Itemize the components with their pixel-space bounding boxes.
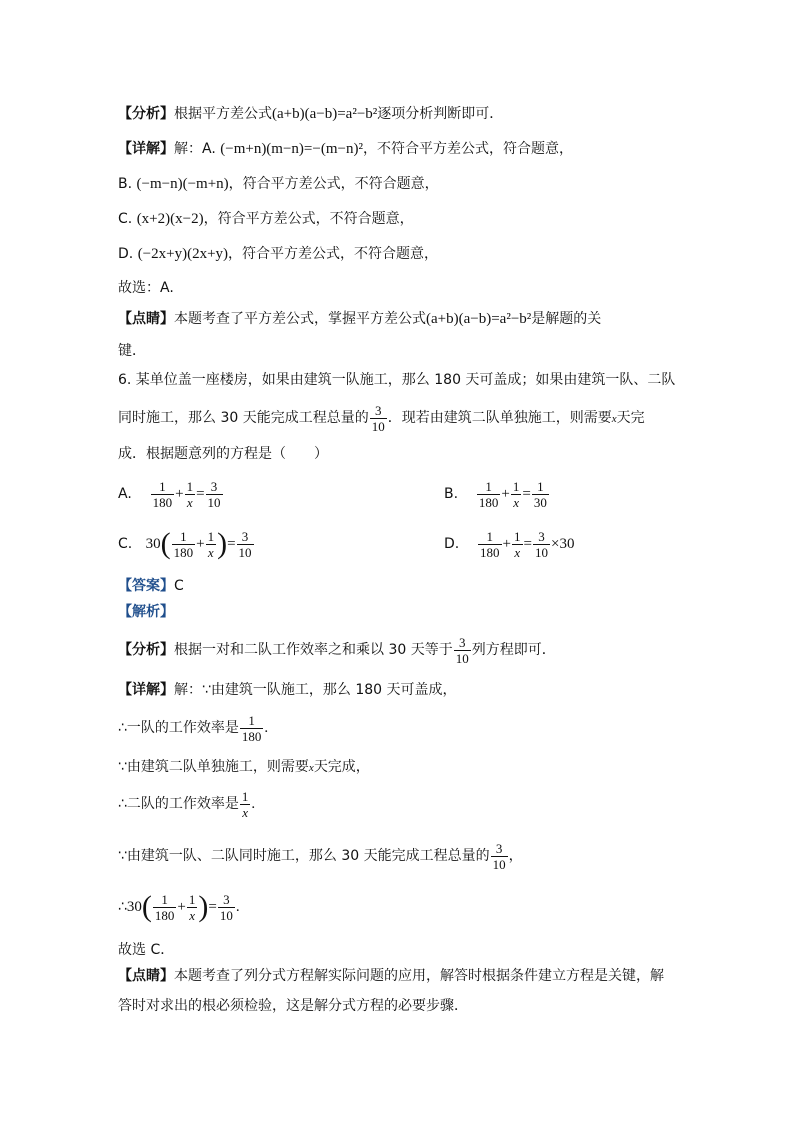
formula: (a+b)(a−b)=a²−b²: [426, 311, 532, 327]
detail-line: [118, 139, 573, 159]
variable-x: x: [611, 413, 617, 425]
numerator: 1: [478, 529, 502, 545]
equals-sign: =: [523, 536, 532, 552]
denominator: 30: [533, 494, 547, 510]
numerator: 1: [207, 528, 215, 544]
analysis-text: 列方程即可．: [471, 642, 556, 658]
denominator: 180: [154, 907, 175, 923]
numerator: 3: [491, 841, 508, 857]
fraction-3-10: [370, 403, 387, 434]
fraction: [477, 479, 501, 510]
denominator: 180: [480, 544, 500, 560]
therefore: ∴: [118, 899, 127, 915]
fraction: [153, 892, 177, 923]
numerator: 1: [153, 892, 177, 908]
left-paren: (: [141, 890, 152, 923]
denominator: x: [514, 544, 521, 560]
detail-text: ∵由建筑一队、二队同时施工，那么 30 天能完成工程总量的: [118, 848, 490, 864]
numerator: 3: [533, 529, 550, 545]
option-d-line: [118, 244, 438, 264]
detail-text: ∵由建筑二队单独施工，则需要: [118, 759, 309, 775]
comment-line: [118, 309, 601, 329]
choice-label: B.: [444, 486, 459, 502]
denominator: 180: [241, 728, 262, 744]
fraction-3-10: [454, 635, 471, 666]
denominator: 180: [173, 544, 194, 560]
detail-intro: 解：A.: [174, 141, 221, 157]
fraction: [206, 479, 223, 510]
denominator: x: [186, 494, 193, 510]
fraction: [478, 529, 502, 560]
comment-text: 本题考查了平方差公式，掌握平方差公式: [174, 311, 426, 327]
option-text: ，符合平方差公式，不符合题意，: [228, 176, 439, 192]
numerator: 1: [241, 788, 249, 804]
comma: ，: [508, 848, 523, 864]
choose-line: 故选：A.: [118, 280, 174, 296]
right-paren: ): [198, 890, 209, 923]
equation-line: [118, 887, 240, 927]
analysis-line-2: [118, 630, 556, 670]
fraction: [532, 479, 549, 510]
equals-sign: =: [522, 486, 531, 502]
comment-line-b: [118, 966, 664, 986]
period: .: [235, 899, 240, 915]
fraction: [206, 529, 217, 560]
numerator: 1: [512, 478, 520, 494]
plus-sign: +: [177, 899, 186, 915]
analysis-text: 逐项分析判断即可．: [377, 106, 504, 122]
detail-text: ，不符合平方差公式，符合题意，: [362, 141, 573, 157]
denominator: 10: [207, 494, 221, 510]
denominator: x: [513, 494, 519, 510]
formula: (a+b)(a−b)=a²−b²: [272, 106, 378, 122]
fraction: [218, 892, 235, 923]
numerator: 1: [172, 529, 196, 545]
formula: (x+2)(x−2): [136, 211, 204, 227]
choice-label: D.: [444, 536, 460, 552]
denominator: x: [189, 907, 196, 923]
denominator: 180: [152, 494, 173, 510]
option-prefix: C.: [118, 211, 137, 227]
comment-tag: 【点睛】: [118, 968, 174, 984]
choice-c[interactable]: [118, 524, 255, 564]
equals-sign: =: [196, 486, 205, 502]
fraction: [172, 529, 196, 560]
period: .: [251, 796, 256, 812]
detail-tag: 【详解】: [118, 682, 174, 698]
plus-sign: +: [196, 536, 205, 552]
numerator: 3: [206, 479, 223, 495]
fraction: [511, 479, 522, 510]
jiexi-tag: 【解析】: [118, 604, 174, 620]
plus-sign: +: [502, 536, 512, 552]
question-text: 天完: [616, 410, 645, 426]
denominator: 10: [455, 650, 469, 666]
detail-tag: 【详解】: [118, 141, 174, 157]
denominator: 10: [534, 544, 548, 560]
fraction: [512, 529, 523, 560]
numerator: 1: [240, 713, 264, 729]
detail-text: 解：∵由建筑一队施工，那么 180 天可盖成，: [174, 682, 457, 698]
fraction: [240, 789, 251, 820]
analysis-text: 根据一对和二队工作效率之和乘以 30 天等于: [174, 642, 453, 658]
team1-efficiency-line: [118, 708, 268, 748]
team2-condition-line: [118, 757, 370, 778]
plus-sign: +: [175, 486, 184, 502]
comment-text: 本题考查了列分式方程解实际问题的应用，解答时根据条件建立方程是关键，解: [174, 968, 664, 984]
fraction: [237, 529, 254, 560]
analysis-tag: 【分析】: [118, 642, 174, 658]
fraction: [533, 529, 550, 560]
choice-b[interactable]: [444, 474, 550, 514]
joint-condition-line: [118, 836, 523, 876]
choice-a[interactable]: [118, 474, 224, 514]
option-text: ，符合平方差公式，不符合题意，: [203, 211, 414, 227]
numerator: 1: [186, 478, 194, 494]
answer-value: C: [174, 578, 184, 594]
team2-efficiency-line: [118, 784, 255, 824]
comment-line-b2: 答时对求出的根必须检验，这是解分式方程的必要步骤．: [118, 998, 468, 1014]
analysis-line: [118, 104, 503, 124]
formula: (−m−n)(−m+n): [136, 176, 229, 192]
denominator: 10: [219, 907, 233, 923]
question-text: 同时施工，那么 30 天能完成工程总量的: [118, 410, 369, 426]
choice-label: A.: [118, 486, 132, 502]
numerator: 1: [532, 479, 549, 495]
question-line-1: 6. 某单位盖一座楼房，如果由建筑一队施工，那么 180 天可盖成；如果由建筑一队、二队: [118, 372, 676, 388]
fraction: [187, 892, 198, 923]
option-prefix: B.: [118, 176, 137, 192]
coefficient: 30: [126, 899, 142, 915]
fraction: [151, 479, 175, 510]
formula: (−m+n)(m−n)=−(m−n)²: [220, 141, 363, 157]
detail-text: ∴一队的工作效率是: [118, 720, 239, 736]
numerator: 3: [218, 892, 235, 908]
numerator: 3: [370, 403, 387, 419]
period: .: [264, 720, 269, 736]
times-30: ×30: [550, 536, 575, 552]
detail-line-2: [118, 680, 457, 700]
variable-x: x: [308, 762, 314, 774]
right-paren: ): [217, 527, 228, 560]
comment-line-2: 键．: [118, 343, 146, 359]
option-b-line: [118, 174, 439, 194]
comment-tag: 【点睛】: [118, 311, 174, 327]
denominator: 10: [238, 544, 252, 560]
denominator: 10: [492, 856, 506, 872]
question-line-2: [118, 398, 645, 439]
choose-line-2: 故选 C．: [118, 942, 175, 958]
numerator: 1: [188, 891, 196, 907]
numerator: 3: [237, 529, 254, 545]
choice-label: C.: [118, 536, 133, 552]
detail-text: 天完成，: [313, 759, 370, 775]
equals-sign: =: [227, 536, 236, 552]
comment-text: 是解题的关: [531, 311, 602, 327]
option-text: ，符合平方差公式，不符合题意，: [228, 246, 439, 262]
formula: (−2x+y)(2x+y): [137, 246, 229, 262]
left-paren: (: [160, 527, 171, 560]
question-text: ．现若由建筑二队单独施工，则需要: [387, 410, 612, 426]
plus-sign: +: [501, 486, 510, 502]
coefficient: 30: [145, 536, 161, 552]
numerator: 1: [514, 528, 521, 544]
denominator: x: [207, 544, 214, 560]
answer-tag: 【答案】: [118, 578, 174, 594]
answer-line: [118, 576, 184, 596]
option-c-line: [118, 209, 414, 229]
numerator: 1: [477, 479, 501, 495]
fraction-3-10: [491, 841, 508, 872]
analysis-tag: 【分析】: [118, 106, 174, 122]
question-line-3: 成．根据题意列的方程是（ ）: [118, 446, 328, 462]
choice-d[interactable]: [444, 524, 574, 564]
analysis-text: 根据平方差公式: [174, 106, 272, 122]
detail-text: ∴二队的工作效率是: [118, 796, 239, 812]
option-prefix: D.: [118, 246, 138, 262]
fraction: [240, 713, 264, 744]
denominator: 10: [371, 418, 385, 434]
numerator: 1: [151, 479, 175, 495]
denominator: 180: [478, 494, 499, 510]
denominator: x: [242, 804, 249, 820]
fraction: [185, 479, 196, 510]
numerator: 3: [454, 635, 471, 651]
equals-sign: =: [208, 899, 217, 915]
